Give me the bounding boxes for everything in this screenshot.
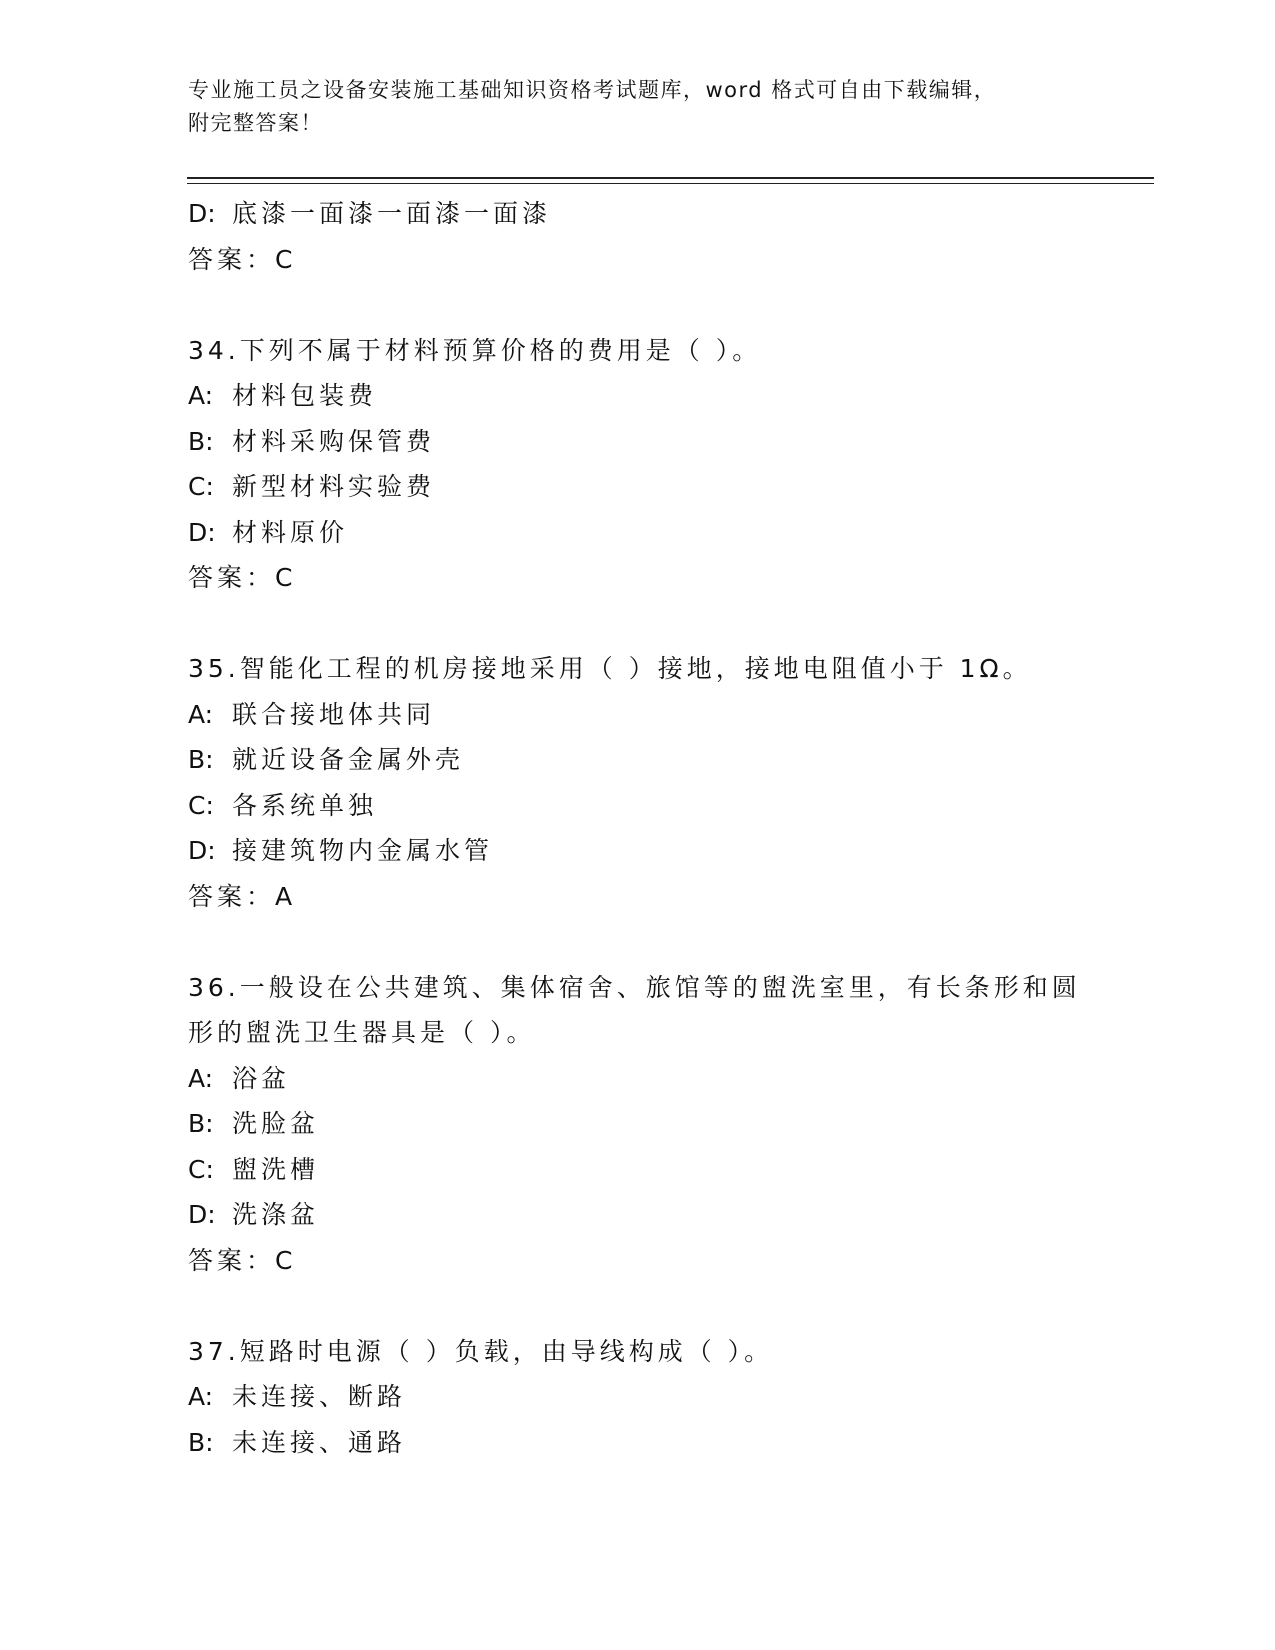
option-text: 接建筑物内金属水管 bbox=[232, 836, 494, 865]
question-36-option-b bbox=[188, 1101, 1088, 1147]
question-35-answer: 答案：A bbox=[188, 881, 297, 911]
option-letter: B: bbox=[188, 745, 214, 774]
option-text: 底漆一面漆一面漆一面漆 bbox=[232, 199, 552, 228]
option-letter: C: bbox=[188, 472, 214, 501]
question-34-stem: 34.下列不属于材料预算价格的费用是（ ）。 bbox=[188, 335, 762, 365]
question-36-option-d bbox=[188, 1192, 1088, 1238]
question-35-option-d bbox=[188, 828, 1088, 874]
option-letter: A: bbox=[188, 1382, 214, 1411]
question-35-stem: 35.智能化工程的机房接地采用（ ）接地，接地电阻值小于 1Ω。 bbox=[188, 654, 1032, 683]
question-37-option-a bbox=[188, 1374, 1088, 1420]
option-letter: D: bbox=[188, 517, 216, 547]
option-letter: D: bbox=[188, 836, 216, 865]
spacer bbox=[188, 919, 1088, 965]
option-text: 洗脸盆 bbox=[232, 1109, 320, 1138]
header-divider-thin bbox=[187, 183, 1154, 184]
option-text: 材料原价 bbox=[232, 517, 349, 547]
question-35-option-a bbox=[188, 692, 1088, 738]
question-34-option-b bbox=[188, 419, 1088, 465]
option-letter: D: bbox=[188, 199, 216, 228]
question-37-stem: 37.短路时电源（ ）负载，由导线构成（ ）。 bbox=[188, 1336, 774, 1366]
question-list bbox=[188, 191, 1088, 1465]
question-35-option-c bbox=[188, 783, 1088, 829]
option-d-previous bbox=[188, 191, 1088, 237]
header-divider-thick bbox=[187, 177, 1154, 179]
option-letter: A: bbox=[188, 381, 214, 410]
option-letter: B: bbox=[188, 426, 214, 456]
option-letter: A: bbox=[188, 699, 214, 729]
spacer bbox=[188, 1283, 1088, 1329]
question-34-option-a bbox=[188, 373, 1088, 419]
question-34-answer: 答案：C bbox=[188, 563, 297, 592]
question-36-option-a bbox=[188, 1056, 1088, 1102]
option-text: 浴盆 bbox=[232, 1063, 291, 1093]
header-line-1: 专业施工员之设备安装施工基础知识资格考试题库，word 格式可自由下载编辑， bbox=[188, 78, 997, 102]
question-36-stem-line-1: 36.一般设在公共建筑、集体宿舍、旅馆等的盥洗室里，有长条形和圆 bbox=[188, 972, 1081, 1002]
question-37-option-b bbox=[188, 1420, 1088, 1466]
question-34-option-d bbox=[188, 510, 1088, 556]
question-35-option-b bbox=[188, 737, 1088, 783]
option-text: 材料采购保管费 bbox=[232, 426, 436, 456]
option-text: 就近设备金属外壳 bbox=[232, 745, 465, 774]
spacer bbox=[188, 282, 1088, 328]
option-text: 新型材料实验费 bbox=[232, 472, 436, 501]
document-header bbox=[188, 74, 1088, 140]
option-text: 未连接、通路 bbox=[232, 1427, 407, 1457]
question-36-stem-line-2: 形的盥洗卫生器具是（ ）。 bbox=[188, 1018, 536, 1047]
option-text: 材料包装费 bbox=[232, 381, 378, 410]
option-text: 各系统单独 bbox=[232, 790, 378, 820]
option-text: 未连接、断路 bbox=[232, 1382, 407, 1411]
option-letter: C: bbox=[188, 1154, 214, 1184]
header-line-2: 附完整答案！ bbox=[188, 111, 323, 135]
option-text: 联合接地体共同 bbox=[232, 699, 436, 729]
option-letter: D: bbox=[188, 1200, 216, 1229]
option-letter: A: bbox=[188, 1063, 214, 1093]
option-text: 盥洗槽 bbox=[232, 1154, 320, 1184]
option-text: 洗涤盆 bbox=[232, 1200, 320, 1229]
question-36-option-c bbox=[188, 1147, 1088, 1193]
answer-previous: 答案：C bbox=[188, 244, 297, 274]
spacer bbox=[188, 601, 1088, 647]
option-letter: B: bbox=[188, 1109, 214, 1138]
option-letter: C: bbox=[188, 790, 214, 820]
question-34-option-c bbox=[188, 464, 1088, 510]
option-letter: B: bbox=[188, 1427, 214, 1457]
question-36-answer: 答案：C bbox=[188, 1245, 297, 1275]
